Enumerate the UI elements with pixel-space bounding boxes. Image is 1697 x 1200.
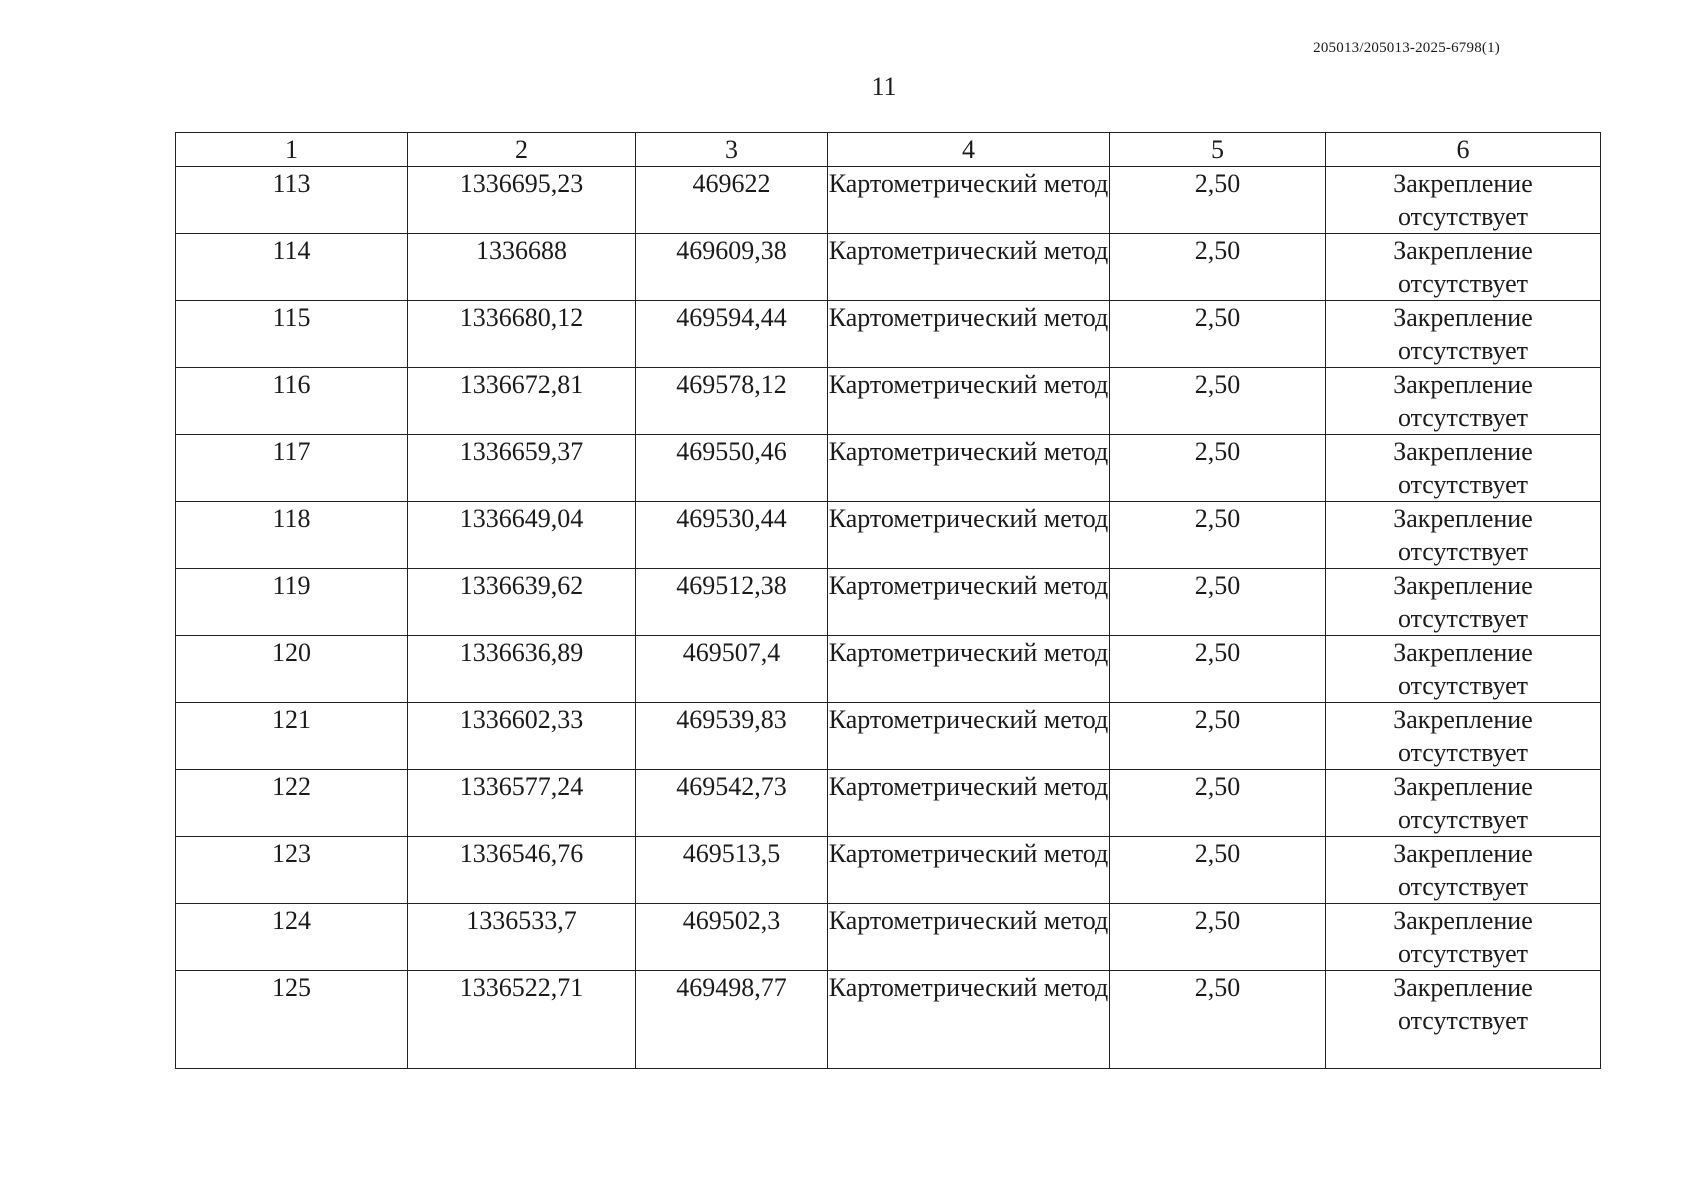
y-coordinate-cell: 469542,73 <box>636 770 828 837</box>
accuracy-cell: 2,50 <box>1110 770 1326 837</box>
table-row <box>176 435 1601 502</box>
point-number-cell: 125 <box>176 971 408 1069</box>
x-coordinate-cell: 1336577,24 <box>408 770 636 837</box>
point-number-cell: 114 <box>176 234 408 301</box>
page-number: 11 <box>871 72 897 101</box>
accuracy-cell: 2,50 <box>1110 301 1326 368</box>
point-number-cell: 113 <box>176 167 408 234</box>
method-cell: Картометрический метод <box>828 636 1110 703</box>
table-row <box>176 569 1601 636</box>
accuracy-cell: 2,50 <box>1110 837 1326 904</box>
table-row <box>176 837 1601 904</box>
column-header-1: 1 <box>176 133 408 167</box>
accuracy-cell: 2,50 <box>1110 502 1326 569</box>
y-coordinate-cell: 469513,5 <box>636 837 828 904</box>
y-coordinate-cell: 469512,38 <box>636 569 828 636</box>
method-cell: Картометрический метод <box>828 368 1110 435</box>
y-coordinate-cell: 469622 <box>636 167 828 234</box>
y-coordinate-cell: 469507,4 <box>636 636 828 703</box>
point-number-cell: 122 <box>176 770 408 837</box>
accuracy-cell: 2,50 <box>1110 636 1326 703</box>
method-cell: Картометрический метод <box>828 770 1110 837</box>
column-header-4: 4 <box>828 133 1110 167</box>
table-row <box>176 770 1601 837</box>
x-coordinate-cell: 1336649,04 <box>408 502 636 569</box>
x-coordinate-cell: 1336636,89 <box>408 636 636 703</box>
column-header-6: 6 <box>1326 133 1601 167</box>
point-number-cell: 121 <box>176 703 408 770</box>
table-row <box>176 971 1601 1069</box>
x-coordinate-cell: 1336695,23 <box>408 167 636 234</box>
x-coordinate-cell: 1336522,71 <box>408 971 636 1069</box>
accuracy-cell: 2,50 <box>1110 167 1326 234</box>
method-cell: Картометрический метод <box>828 703 1110 770</box>
header-row <box>176 133 1601 167</box>
table-row <box>176 502 1601 569</box>
y-coordinate-cell: 469594,44 <box>636 301 828 368</box>
fixing-description-cell: Закрепление отсутствует <box>1326 636 1601 703</box>
y-coordinate-cell: 469530,44 <box>636 502 828 569</box>
column-header-5: 5 <box>1110 133 1326 167</box>
accuracy-cell: 2,50 <box>1110 904 1326 971</box>
point-number-cell: 116 <box>176 368 408 435</box>
point-number-cell: 124 <box>176 904 408 971</box>
method-cell: Картометрический метод <box>828 904 1110 971</box>
point-number-cell: 123 <box>176 837 408 904</box>
coordinates-table <box>175 132 1601 1069</box>
table-row <box>176 301 1601 368</box>
x-coordinate-cell: 1336672,81 <box>408 368 636 435</box>
y-coordinate-cell: 469550,46 <box>636 435 828 502</box>
y-coordinate-cell: 469539,83 <box>636 703 828 770</box>
fixing-description-cell: Закрепление отсутствует <box>1326 904 1601 971</box>
accuracy-cell: 2,50 <box>1110 368 1326 435</box>
accuracy-cell: 2,50 <box>1110 971 1326 1069</box>
fixing-description-cell: Закрепление отсутствует <box>1326 971 1601 1069</box>
accuracy-cell: 2,50 <box>1110 703 1326 770</box>
fixing-description-cell: Закрепление отсутствует <box>1326 301 1601 368</box>
x-coordinate-cell: 1336688 <box>408 234 636 301</box>
point-number-cell: 117 <box>176 435 408 502</box>
x-coordinate-cell: 1336680,12 <box>408 301 636 368</box>
x-coordinate-cell: 1336533,7 <box>408 904 636 971</box>
table-body <box>176 167 1601 1069</box>
table-row <box>176 703 1601 770</box>
method-cell: Картометрический метод <box>828 502 1110 569</box>
fixing-description-cell: Закрепление отсутствует <box>1326 703 1601 770</box>
point-number-cell: 115 <box>176 301 408 368</box>
column-header-3: 3 <box>636 133 828 167</box>
x-coordinate-cell: 1336546,76 <box>408 837 636 904</box>
table-row <box>176 636 1601 703</box>
fixing-description-cell: Закрепление отсутствует <box>1326 167 1601 234</box>
point-number-cell: 118 <box>176 502 408 569</box>
document-id: 205013/205013-2025-6798(1) <box>1313 40 1500 56</box>
table-row <box>176 368 1601 435</box>
method-cell: Картометрический метод <box>828 971 1110 1069</box>
point-number-cell: 120 <box>176 636 408 703</box>
fixing-description-cell: Закрепление отсутствует <box>1326 770 1601 837</box>
table-row <box>176 167 1601 234</box>
y-coordinate-cell: 469498,77 <box>636 971 828 1069</box>
table-row <box>176 234 1601 301</box>
fixing-description-cell: Закрепление отсутствует <box>1326 837 1601 904</box>
fixing-description-cell: Закрепление отсутствует <box>1326 435 1601 502</box>
method-cell: Картометрический метод <box>828 569 1110 636</box>
y-coordinate-cell: 469609,38 <box>636 234 828 301</box>
method-cell: Картометрический метод <box>828 234 1110 301</box>
fixing-description-cell: Закрепление отсутствует <box>1326 234 1601 301</box>
accuracy-cell: 2,50 <box>1110 569 1326 636</box>
method-cell: Картометрический метод <box>828 837 1110 904</box>
point-number-cell: 119 <box>176 569 408 636</box>
y-coordinate-cell: 469578,12 <box>636 368 828 435</box>
accuracy-cell: 2,50 <box>1110 435 1326 502</box>
fixing-description-cell: Закрепление отсутствует <box>1326 502 1601 569</box>
table-row <box>176 904 1601 971</box>
table-header <box>176 133 1601 167</box>
column-header-2: 2 <box>408 133 636 167</box>
accuracy-cell: 2,50 <box>1110 234 1326 301</box>
y-coordinate-cell: 469502,3 <box>636 904 828 971</box>
fixing-description-cell: Закрепление отсутствует <box>1326 368 1601 435</box>
x-coordinate-cell: 1336639,62 <box>408 569 636 636</box>
method-cell: Картометрический метод <box>828 435 1110 502</box>
method-cell: Картометрический метод <box>828 167 1110 234</box>
x-coordinate-cell: 1336659,37 <box>408 435 636 502</box>
method-cell: Картометрический метод <box>828 301 1110 368</box>
fixing-description-cell: Закрепление отсутствует <box>1326 569 1601 636</box>
x-coordinate-cell: 1336602,33 <box>408 703 636 770</box>
